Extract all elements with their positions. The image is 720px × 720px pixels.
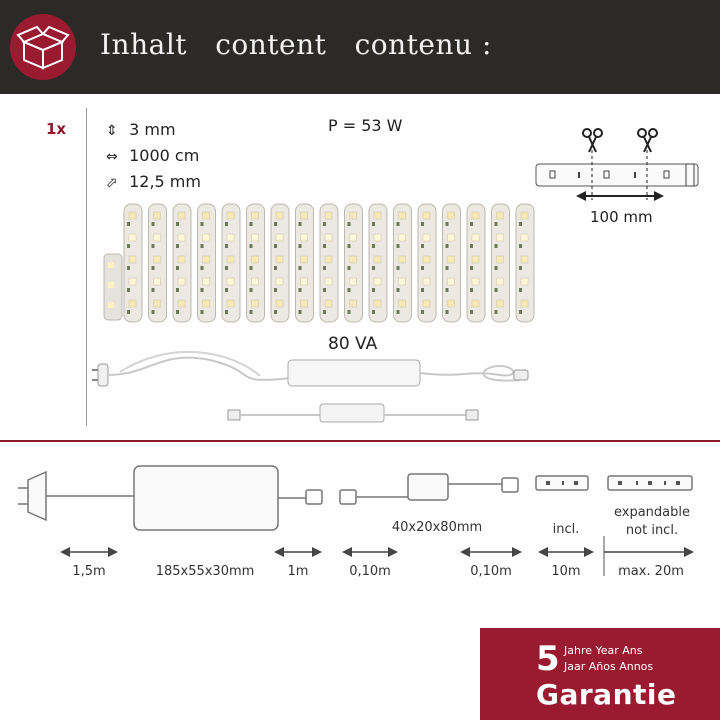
led-chip	[227, 212, 234, 219]
resistor	[323, 288, 326, 292]
led-chip	[448, 234, 455, 241]
led-chip	[497, 300, 504, 307]
resistor	[176, 222, 179, 226]
resistor	[201, 244, 204, 248]
resistor	[348, 310, 351, 314]
led-chip	[472, 212, 479, 219]
led-chip	[374, 278, 381, 285]
resistor	[201, 310, 204, 314]
width-arrow-icon: ⬀	[106, 175, 118, 191]
led-chip	[521, 300, 528, 307]
dimension-arrows	[60, 547, 694, 557]
arrow-head	[312, 547, 322, 557]
resistor	[250, 266, 253, 270]
led-chip	[423, 212, 430, 219]
connector-icon	[340, 490, 356, 504]
controller-set	[228, 404, 478, 422]
led-chip	[154, 234, 161, 241]
resistor	[127, 288, 130, 292]
scissors-icon	[638, 129, 657, 152]
led-chip	[399, 212, 406, 219]
resistor	[250, 222, 253, 226]
resistor	[201, 288, 204, 292]
label-controller-size: 40x20x80mm	[391, 520, 483, 535]
led-chip	[129, 212, 136, 219]
resistor	[152, 222, 155, 226]
resistor	[299, 310, 302, 314]
resistor	[225, 266, 228, 270]
led-chip	[178, 212, 185, 219]
led-strip-loops	[124, 204, 534, 322]
led-chip	[399, 278, 406, 285]
connector-icon	[306, 490, 322, 504]
led-chip	[374, 256, 381, 263]
resistor	[152, 288, 155, 292]
quantity-label: 1x	[46, 120, 67, 138]
led-chip	[497, 278, 504, 285]
resistor	[274, 222, 277, 226]
resistor	[323, 222, 326, 226]
led-chip	[178, 278, 185, 285]
resistor	[372, 222, 375, 226]
resistor	[372, 244, 375, 248]
resistor	[397, 222, 400, 226]
controller-icon	[408, 474, 448, 500]
led-chip	[374, 300, 381, 307]
arrow-head	[388, 547, 398, 557]
resistor	[348, 244, 351, 248]
led-chip	[154, 300, 161, 307]
resistor	[519, 310, 522, 314]
resistor	[176, 244, 179, 248]
resistor	[421, 288, 424, 292]
led-chip	[325, 278, 332, 285]
led-chip	[129, 278, 136, 285]
led-chip	[252, 212, 259, 219]
led-strip-reel	[104, 254, 122, 320]
resistor	[201, 266, 204, 270]
led-chip	[154, 278, 161, 285]
led-chip	[276, 256, 283, 263]
resistor	[225, 288, 228, 292]
resistor	[421, 244, 424, 248]
resistor	[127, 244, 130, 248]
led-chip	[350, 300, 357, 307]
resistor	[446, 310, 449, 314]
led-chip	[301, 278, 308, 285]
led-chip	[521, 278, 528, 285]
resistor	[274, 310, 277, 314]
resistor	[470, 244, 473, 248]
led-chip	[350, 234, 357, 241]
led-chip	[227, 300, 234, 307]
led-chip	[203, 212, 210, 219]
led-chip	[497, 234, 504, 241]
resistor	[299, 266, 302, 270]
resistor	[372, 310, 375, 314]
resistor	[127, 222, 130, 226]
resistor	[446, 222, 449, 226]
resistor	[201, 222, 204, 226]
led-chip	[227, 234, 234, 241]
resistor	[127, 266, 130, 270]
led-chip	[203, 278, 210, 285]
led-chip	[423, 234, 430, 241]
led-chip	[325, 300, 332, 307]
led-chip	[472, 234, 479, 241]
led-chip	[203, 234, 210, 241]
resistor	[323, 310, 326, 314]
led-chip	[178, 256, 185, 263]
resistor	[421, 310, 424, 314]
resistor	[519, 288, 522, 292]
led-chip	[301, 300, 308, 307]
resistor	[348, 222, 351, 226]
resistor	[397, 288, 400, 292]
arrow-head	[274, 547, 284, 557]
label-included: incl.	[552, 522, 580, 537]
arrow-head	[108, 547, 118, 557]
resistor	[495, 222, 498, 226]
resistor	[421, 222, 424, 226]
spec-width-value: 12,5 mm	[129, 172, 201, 191]
led-chip	[252, 278, 259, 285]
label-connector-right: 0,10m	[470, 564, 512, 579]
led-chip	[521, 234, 528, 241]
resistor	[299, 288, 302, 292]
transformer-rating: 80 VA	[328, 334, 378, 354]
led-chip	[448, 212, 455, 219]
resistor	[176, 288, 179, 292]
cut-interval-label: 100 mm	[590, 208, 653, 226]
resistor	[397, 244, 400, 248]
label-not-included: not incl.	[625, 523, 679, 538]
led-chip	[276, 300, 283, 307]
resistor	[152, 266, 155, 270]
led-chip	[301, 256, 308, 263]
resistor	[446, 244, 449, 248]
guarantee-line-1: Jahre Year Ans	[564, 644, 643, 657]
label-psu-size: 185x55x30mm	[155, 564, 255, 579]
label-expandable: expandable	[613, 505, 690, 520]
guarantee-word: Garantie	[536, 678, 677, 711]
resistor	[495, 310, 498, 314]
led-chip	[227, 278, 234, 285]
led-chip	[472, 256, 479, 263]
led-chip	[276, 278, 283, 285]
resistor	[299, 244, 302, 248]
label-connector-left: 0,10m	[349, 564, 391, 579]
resistor	[495, 266, 498, 270]
led-chip	[374, 212, 381, 219]
arrow-head	[512, 547, 522, 557]
resistor	[250, 310, 253, 314]
led-chip	[325, 234, 332, 241]
led-chip	[252, 234, 259, 241]
resistor	[274, 266, 277, 270]
led-chip	[448, 300, 455, 307]
led-chip	[350, 278, 357, 285]
resistor	[470, 222, 473, 226]
led-chip	[276, 234, 283, 241]
resistor	[323, 266, 326, 270]
resistor	[274, 244, 277, 248]
led-chip	[129, 234, 136, 241]
spec-length-value: 1000 cm	[129, 146, 200, 165]
page-title: Inhalt content contenu :	[100, 28, 492, 61]
led-chip	[252, 256, 259, 263]
guarantee-badge	[480, 628, 720, 720]
resistor	[519, 266, 522, 270]
length-arrow-icon: ⇔	[106, 149, 118, 165]
led-chip	[325, 212, 332, 219]
resistor	[372, 288, 375, 292]
guarantee-line-2: Jaar Años Annos	[564, 660, 654, 673]
resistor	[372, 266, 375, 270]
resistor	[274, 288, 277, 292]
led-chip	[399, 256, 406, 263]
led-chip	[252, 300, 259, 307]
height-arrow-icon: ⇕	[106, 123, 118, 139]
label-strip-length: 10m	[551, 564, 581, 579]
resistor	[348, 266, 351, 270]
led-chip	[301, 212, 308, 219]
led-chip	[521, 212, 528, 219]
spec-height-value: 3 mm	[129, 120, 176, 139]
resistor	[176, 266, 179, 270]
arrow-head	[584, 547, 594, 557]
power-supply-icon	[134, 466, 278, 530]
arrow-head	[342, 547, 352, 557]
led-chip	[497, 256, 504, 263]
resistor	[225, 244, 228, 248]
resistor	[397, 310, 400, 314]
led-chip	[423, 300, 430, 307]
led-chip	[399, 300, 406, 307]
led-chip	[154, 256, 161, 263]
resistor	[323, 244, 326, 248]
plug-icon	[28, 472, 46, 520]
led-chip	[350, 256, 357, 263]
led-chip	[350, 212, 357, 219]
resistor	[299, 222, 302, 226]
resistor	[225, 310, 228, 314]
led-chip	[472, 300, 479, 307]
led-chip	[154, 212, 161, 219]
led-chip	[423, 278, 430, 285]
led-chip	[276, 212, 283, 219]
label-cable-1m: 1m	[287, 564, 309, 579]
resistor	[127, 310, 130, 314]
connector-icon	[502, 478, 518, 492]
led-chip	[325, 256, 332, 263]
cut-strip-diagram	[536, 150, 698, 201]
led-chip	[203, 256, 210, 263]
resistor	[495, 288, 498, 292]
led-chip	[227, 256, 234, 263]
resistor	[421, 266, 424, 270]
led-chip	[203, 300, 210, 307]
led-chip	[497, 212, 504, 219]
resistor	[470, 288, 473, 292]
led-chip	[178, 234, 185, 241]
led-chip	[399, 234, 406, 241]
resistor	[519, 244, 522, 248]
resistor	[348, 288, 351, 292]
arrow-head	[60, 547, 70, 557]
resistor	[446, 266, 449, 270]
led-chip	[448, 278, 455, 285]
led-chip	[178, 300, 185, 307]
resistor	[519, 222, 522, 226]
led-chip	[472, 278, 479, 285]
led-chip	[448, 256, 455, 263]
resistor	[250, 288, 253, 292]
resistor	[225, 222, 228, 226]
power-rating: P = 53 W	[328, 116, 403, 135]
power-supply-set	[92, 352, 528, 386]
led-chip	[521, 256, 528, 263]
led-chip	[129, 300, 136, 307]
arrow-head	[538, 547, 548, 557]
guarantee-years: 5	[536, 639, 560, 679]
led-chip	[374, 234, 381, 241]
resistor	[152, 310, 155, 314]
resistor	[470, 266, 473, 270]
led-chip	[129, 256, 136, 263]
scissors-icon	[583, 129, 602, 152]
resistor	[176, 310, 179, 314]
resistor	[446, 288, 449, 292]
resistor	[495, 244, 498, 248]
label-plug-cable: 1,5m	[72, 564, 106, 579]
label-max-length: max. 20m	[618, 564, 684, 579]
resistor	[397, 266, 400, 270]
led-chip	[301, 234, 308, 241]
arrow-head	[684, 547, 694, 557]
arrow-head	[460, 547, 470, 557]
resistor	[152, 244, 155, 248]
resistor	[250, 244, 253, 248]
led-chip	[423, 256, 430, 263]
resistor	[470, 310, 473, 314]
